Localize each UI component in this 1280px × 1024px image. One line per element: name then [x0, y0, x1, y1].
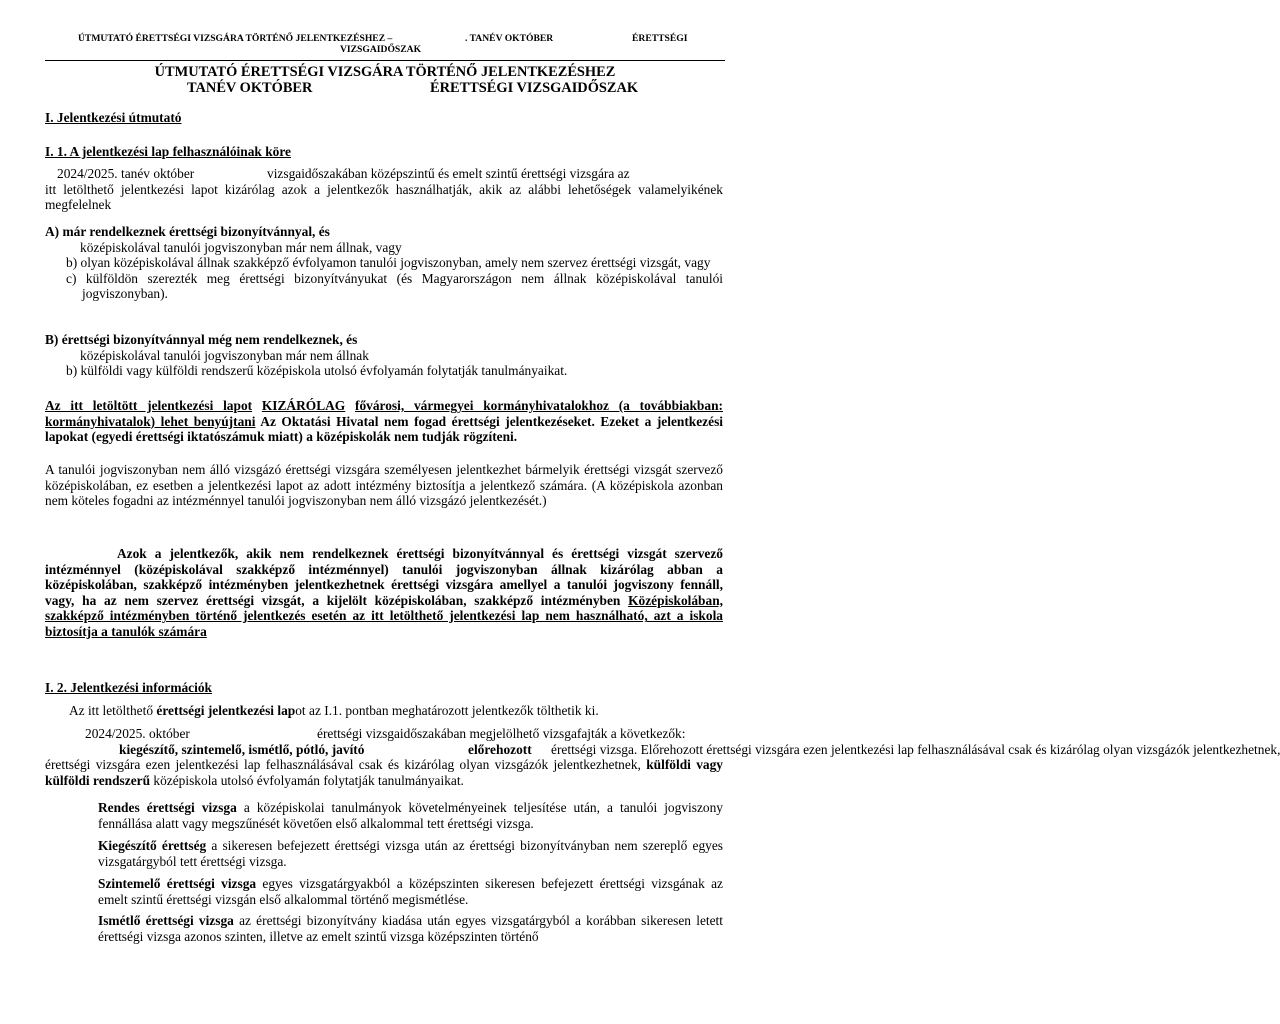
definition-level-raise — [45, 876, 723, 907]
intro-term: 2024/2025. tanév október — [57, 166, 195, 181]
intro-continuation: itt letölthető jelentkezési lapot kizárólag azok a jelentkezők használhatják, akik az alábbi lehetőségek valamelyikének megfelelnek — [45, 181, 723, 213]
applicants-text-a: Az itt letölthető — [69, 703, 154, 718]
definition-level-raise-term: Szintemelő érettségi vizsga — [98, 876, 257, 891]
exam-types-list: kiegészítő, szintemelő, ismétlő, pótló, javító — [119, 741, 365, 757]
exam-types-rest: érettségi vizsga. Előrehozott érettségi vizsgára ezen jelentkezési lap felhasználásával csak és kizárólag olyan vizsgázók jelentkezhetnek, — [551, 741, 1280, 757]
group-a — [45, 224, 723, 302]
definition-repeat — [45, 913, 723, 944]
applicants-text-c: ot az I.1. pontban meghatározott jelentkezők tölthetik ki. — [295, 703, 599, 718]
definition-supplementary-term: Kiegészítő érettség — [98, 838, 207, 853]
header-part1: ÚTMUTATÓ ÉRETTSÉGI VIZSGÁRA TÖRTÉNŐ JELENTKEZÉSHEZ – — [78, 33, 393, 44]
exam-types-term: 2024/2025. október — [85, 726, 190, 741]
exam-types-intro: érettségi vizsgaidőszakában megjelölhető vizsgafajták a következők: — [317, 726, 686, 741]
exam-types-foreign: külföldi vagy külföldi rendszerű — [45, 757, 723, 788]
group-b — [45, 332, 723, 379]
definition-repeat-term: Ismétlő érettségi vizsga — [98, 913, 234, 928]
group-a-line: középiskolával tanulói jogviszonyban már nem állnak, vagy — [80, 239, 402, 255]
student-notice-underlined: Középiskolában, szakképző intézményben történő jelentkezés esetén az itt letölthető jelentkezési lap nem használható, azt a iskola biztosítja a tanulók számára — [45, 592, 723, 639]
personal-application-paragraph: A tanulói jogviszonyban nem álló vizsgázó érettségi vizsgára személyesen jelentkezhet bármelyik érettségi vizsgát szervező középiskolában, ez esetben a jelentkezési lapot az adott intézmény biztosítja a jelentkező számára. (A középiskola azonban nem köteles fogadni az intézménnyel tanulói jogviszonyban nem álló vizsgázó jelentkezését.) — [45, 462, 723, 509]
subsection-heading-2: I. 2. Jelentkezési információk — [45, 680, 212, 695]
section-heading: I. Jelentkezési útmutató — [45, 110, 182, 125]
definition-regular-text: a középiskolai tanulmányok követelményeinek teljesítése után, a tanulói jogviszony fennállása alatt vagy megszűnését követően első alkalommal tett érettségi vizsga. — [98, 800, 723, 831]
title-line2b: ÉRETTSÉGI VIZSGAIDŐSZAK — [430, 80, 639, 96]
definition-supplementary-text: a sikeresen befejezett érettségi vizsga után az érettségi bizonyítványban nem szereplő egyes vizsgatárgyból tett érettségi vizsga. — [98, 838, 723, 869]
group-a-heading: A) már rendelkeznek érettségi bizonyítvánnyal, és — [45, 224, 330, 239]
student-notice-text: Azok a jelentkezők, akik nem rendelkeznek érettségi bizonyítvánnyal és érettségi vizsgát szervező intézménnyel (középiskolával szakképző intézménnyel) tanulói jogviszonyban állnak kizárólag abban a középiskolában, szakképző intézményben jelentkezhetnek érettségi vizsgára amellyel a tanulói jogviszony fennáll, vagy, ha az nem szervez érettségi vizsgát, a kijelölt középiskolában, szakképző intézményben — [45, 546, 723, 608]
title-line2a: TANÉV OKTÓBER — [187, 80, 313, 96]
exam-types-advanced: előrehozott — [468, 741, 532, 757]
group-a-b: b) olyan középiskolával állnak szakképző évfolyamon tanulói jogviszonyban, amely nem szervez érettségi vizsgát, vagy — [66, 255, 711, 271]
exam-types-paragraph — [45, 726, 1280, 788]
running-header — [45, 33, 725, 55]
notice-part2: fővárosi, vármegyei kormányhivatalokhoz (a továbbiakban: kormányhivatalok) lehet benyújtani — [45, 398, 723, 429]
notice-part1: Az itt letöltött jelentkezési lapot — [45, 398, 253, 413]
applicants-paragraph — [45, 703, 723, 719]
document-title: ÚTMUTATÓ ÉRETTSÉGI VIZSGÁRA TÖRTÉNŐ JELENTKEZÉSHEZ — [154, 64, 616, 80]
group-b-heading: B) érettségi bizonyítvánnyal még nem rendelkeznek, és — [45, 332, 358, 347]
intro-rest: vizsgaidőszakában középszintű és emelt szintű érettségi vizsgára az — [267, 166, 630, 181]
subsection-heading-1: I. 1. A jelentkezési lap felhasználóinak köre — [45, 144, 291, 159]
group-b-b: b) külföldi vagy külföldi rendszerű középiskola utolsó évfolyamán folytatják tanulmányaikat. — [66, 363, 568, 379]
definition-supplementary — [45, 838, 723, 869]
group-b-line: középiskolával tanulói jogviszonyban már nem állnak — [80, 347, 369, 363]
definition-regular — [45, 800, 723, 831]
notice-keyword: KIZÁRÓLAG — [261, 398, 346, 413]
applicants-text-bold: érettségi jelentkezési lap — [156, 703, 296, 718]
group-a-c: c) külföldön szerezték meg érettségi bizonyítványukat (és Magyarországon nem állnak középiskolával tanulói jogviszonyban). — [66, 270, 723, 302]
exam-types-continuation: érettségi vizsgára ezen jelentkezési lap felhasználásával csak és kizárólag olyan vizsgázók jelentkezhetnek, — [45, 757, 641, 773]
student-notice — [45, 546, 723, 640]
header-part4: VIZSGAIDŐSZAK — [340, 44, 422, 55]
intro-paragraph — [45, 166, 723, 213]
header-part3: ÉRETTSÉGI — [632, 33, 688, 44]
header-part2: . TANÉV OKTÓBER — [465, 33, 554, 44]
submission-notice — [45, 398, 723, 445]
exam-types-end: középiskola utolsó évfolyamán folytatják tanulmányaikat. — [153, 772, 464, 788]
notice-part3: Az Oktatási Hivatal nem fogad érettségi jelentkezéseket. Ezeket a jelentkezési lapokat (egyedi érettségi iktatószámuk miatt) a középiskolák nem tudják rögzíteni. — [45, 413, 724, 445]
header-rule — [45, 60, 725, 61]
definition-regular-term: Rendes érettségi vizsga — [98, 800, 237, 815]
definition-level-raise-text: egyes vizsgatárgyakból a középszinten sikeresen befejezett érettségi vizsgának az emelt szintű érettségi vizsgán első alkalommal történő megismétlése. — [98, 876, 723, 907]
definition-repeat-text: az érettségi bizonyítvány kiadása után egyes vizsgatárgyból a korábban sikeresen letett érettségi vizsga azonos szinten, illetve az emelt szintű vizsga középszinten történő — [98, 913, 723, 944]
